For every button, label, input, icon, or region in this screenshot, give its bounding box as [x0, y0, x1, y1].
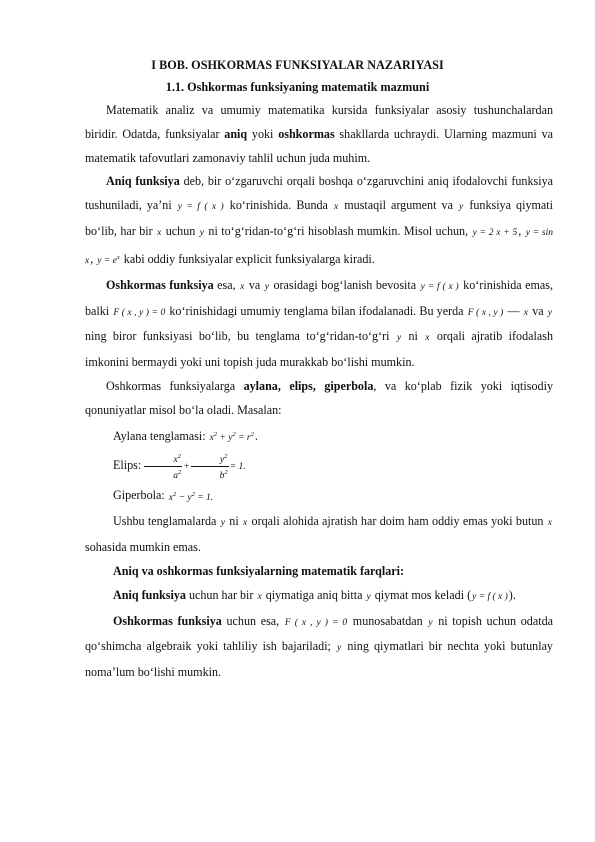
equation-hyperbola: Giperbola: $x^2 - y^2 = 1$. — [113, 488, 214, 503]
paragraph-intro: Matematik analiz va umumiy matematika kursida funksiyalar asosiy tushunchalardan biridir. Odatda, funksiyalar aniq yoki oshkormas shakllarda uchraydi. Ularning mazmuni va matematik tafovutlari zamonaviy tahlil uchun juda muhim. — [85, 103, 553, 165]
fraction-y-over-b: $\frac{y^2}{b^2}$ — [191, 451, 229, 482]
paragraph-separation-note: Ushbu tenglamalarda y ni x orqali alohida ajratish har doim ham oddiy emas yoki butun x sohasida mumkin emas. — [85, 514, 552, 555]
paragraph-implicit-function: Oshkormas funksiya esa, x va y orasidagi bog‘lanish bevosita y = f ( x ) ko‘rinishida emas, balki F ( x , y ) = 0 ko‘rinishidagi umumiy tenglama bilan ifodalanadi. Bu yerda F ( x , y ) — x va y ning biror funksiyasi bo‘lib, bu tenglama to‘g‘ridan-to‘g‘ri y ni x orqali ajratib ifodalash imkonini bermaydi yoki uni topish juda murakkab bo‘lishi mumkin. — [85, 277, 553, 370]
fraction-x-over-a: $\frac{x^2}{a^2}$ — [144, 451, 182, 482]
chapter-heading: I BOB. OSHKORMAS FUNKSIYALAR NAZARIYASI — [151, 58, 444, 72]
subsection-title: Aniq va oshkormas funksiyalarning matematik farqlari: — [113, 564, 405, 579]
paragraph-implicit-difference: Oshkormas funksiya uchun esa, F ( x , y ) = 0 munosabatdan y ni topish uchun odatda qo‘shimcha algebraik yoki tahliliy ish bajariladi; y ning qiymatlari bir nechta yoki butunlay noma’lum bo‘lishi mumkin. — [85, 613, 553, 680]
paragraph-examples-intro: Oshkormas funksiyalarga aylana, elips, giperbola, va ko‘plab fizik yoki iqtisodiy qonuniyatlar misol bo‘la oladi. Masalan: — [85, 378, 553, 417]
paragraph-explicit-difference: Aniq funksiya uchun har bir x qiymatiga aniq bitta y qiymat mos keladi (y = f ( x )). — [113, 587, 516, 602]
equation-circle: Aylana tenglamasi: $x^2 + y^2 = r^2$. — [113, 428, 258, 443]
body-text — [85, 99, 553, 685]
section-heading: 1.1. Oshkormas funksiyaning matematik mazmuni — [165, 80, 430, 94]
paragraph-explicit-function: Aniq funksiya deb, bir o‘zgaruvchi orqali boshqa o‘zgaruvchini aniq ifodalovchi funksiya tushuniladi, ya’ni y = f ( x ) ko‘rinishida. Bunda x mustaqil argument va y funksiya qiymati bo‘lib, har bir x uchun y ni to‘g‘ridan-to‘g‘ri hisoblash mumkin. Misol uchun, y = 2 x + 5, y = sin x, $y = e^x$ kabi oddiy funksiyalar explicit funksiyalarga kiradi. — [85, 174, 554, 266]
equation-ellipse: Elips: $\frac{x^2}{a^2}$ + $\frac{y^2}{b^2}$ = 1. — [113, 453, 246, 482]
